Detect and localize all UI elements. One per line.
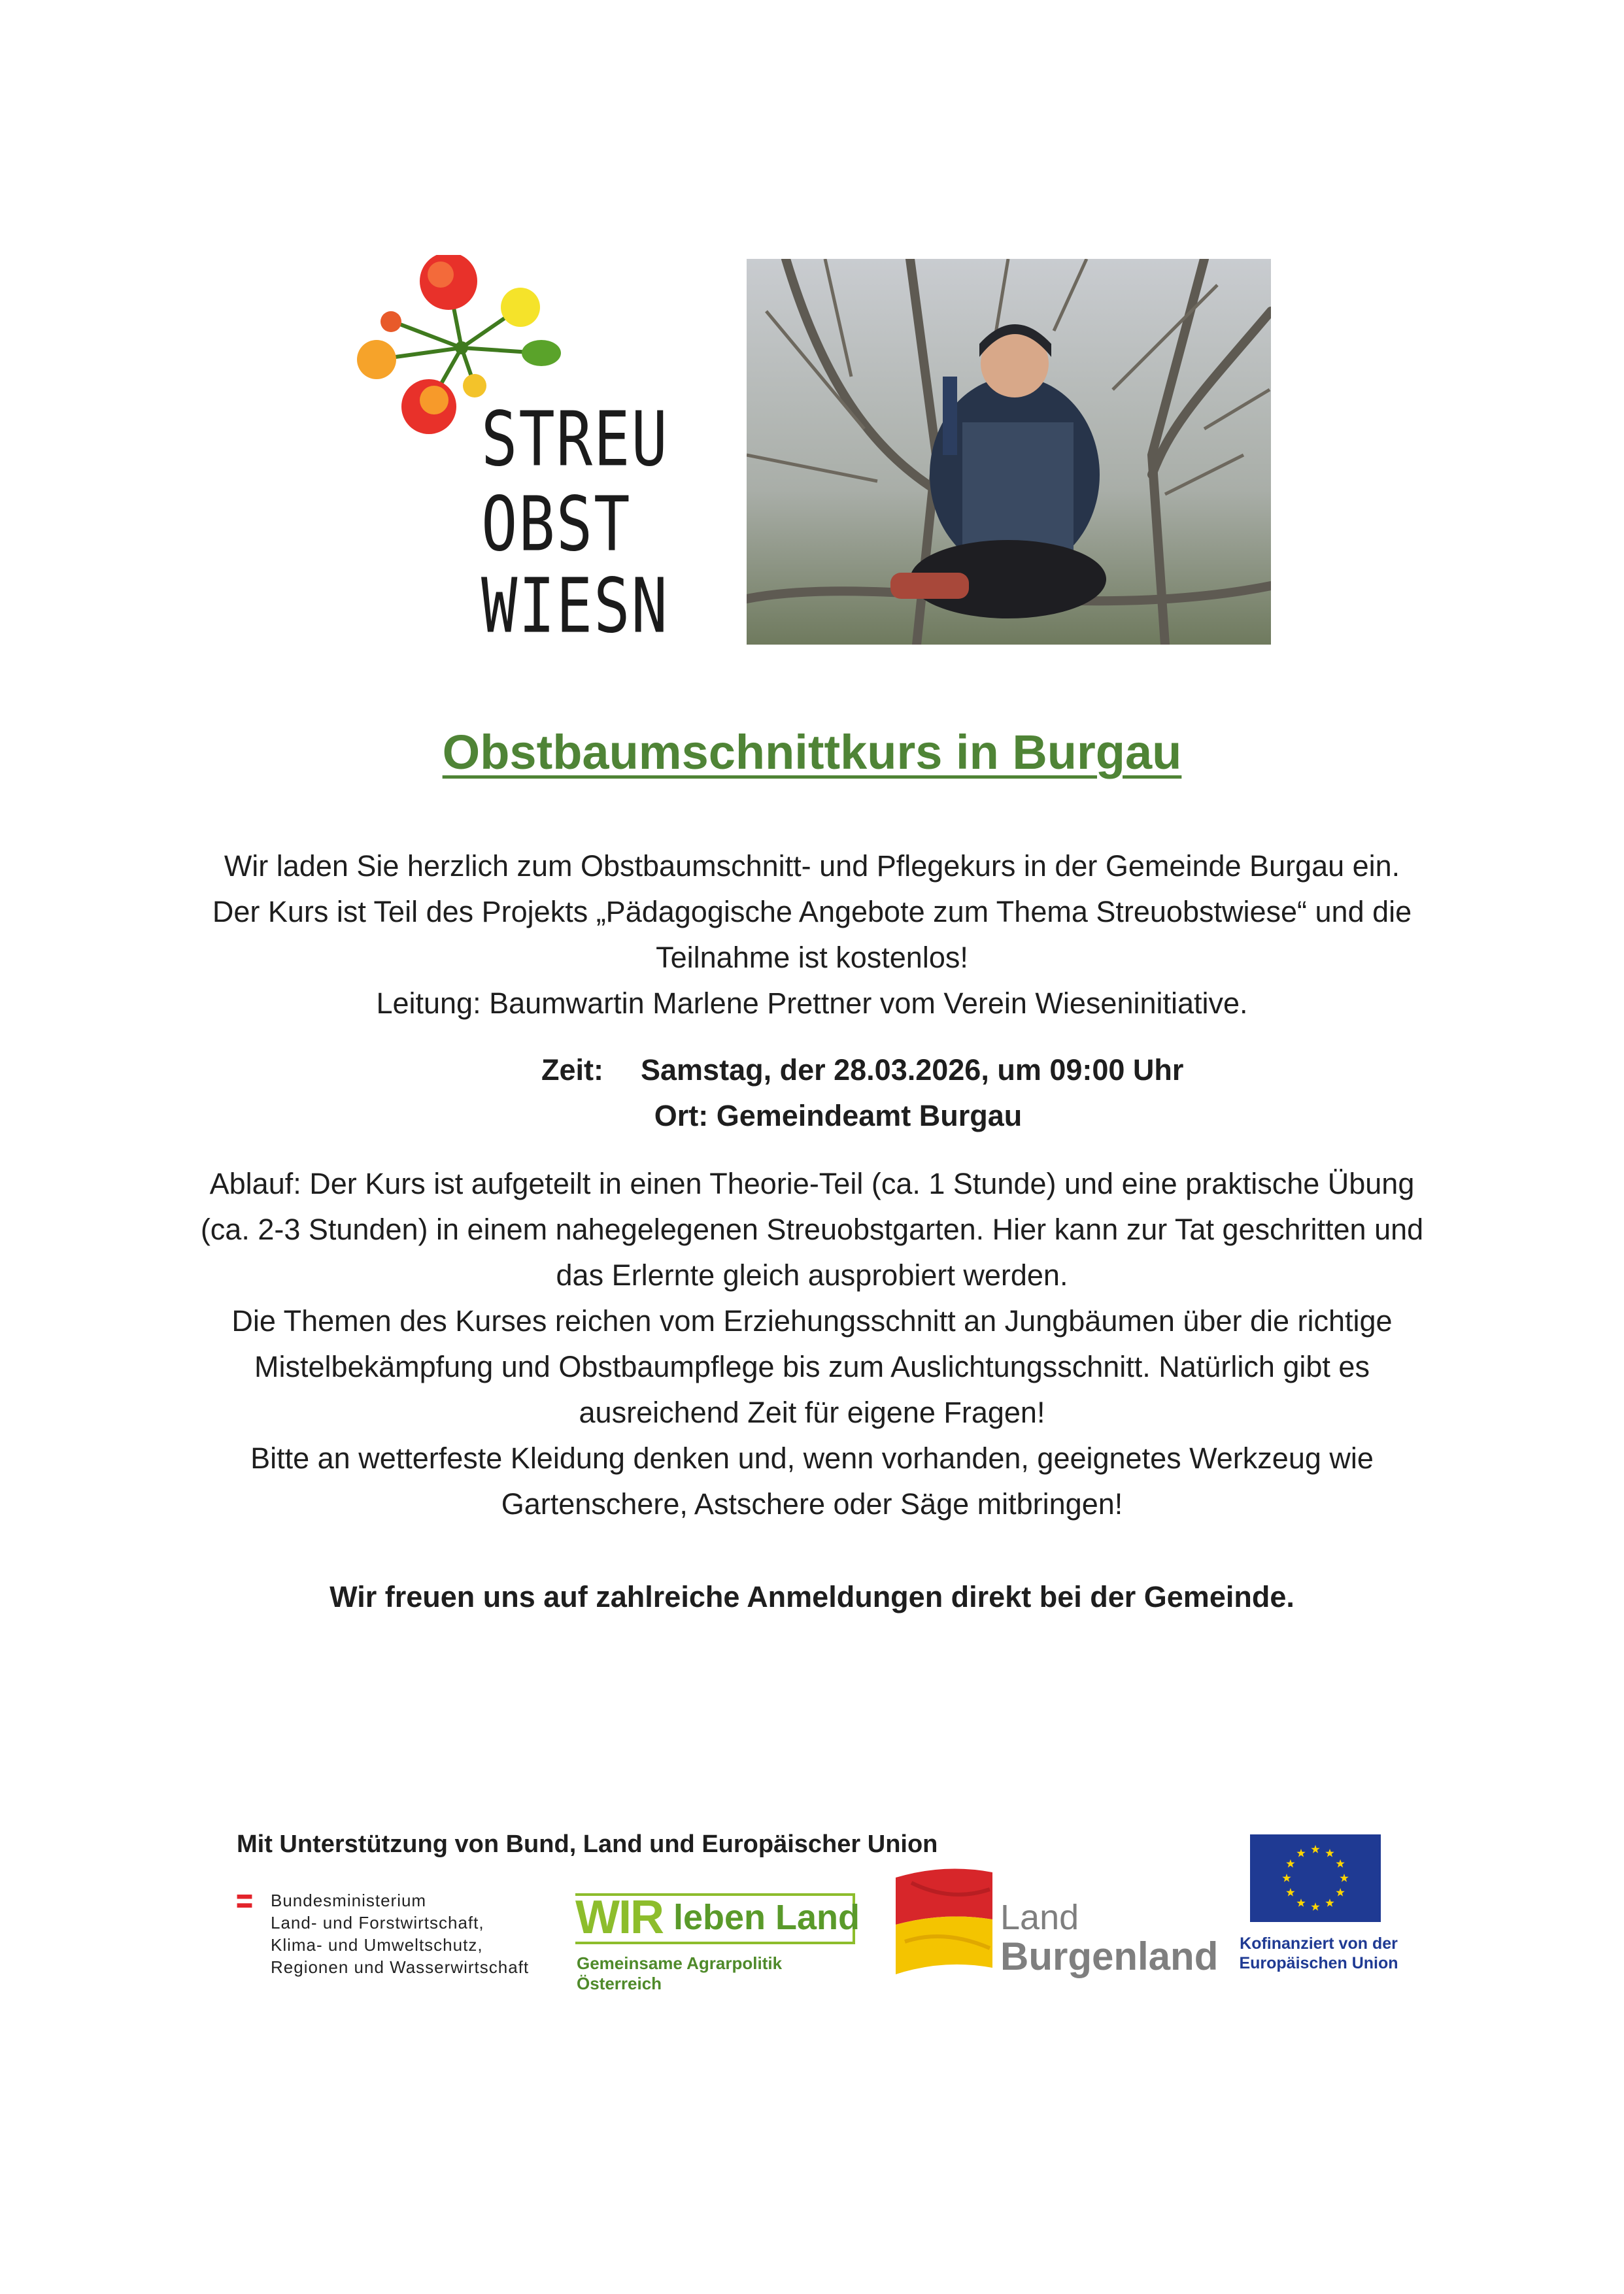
logo-word-streu: STREU — [481, 396, 669, 483]
time-label: Zeit: — [541, 1053, 603, 1087]
details-line: das Erlernte gleich ausprobiert werden. — [556, 1258, 1068, 1292]
austria-flag-icon — [237, 1895, 252, 1908]
intro-line: Leitung: Baumwartin Marlene Prettner vom Verein Wieseninitiative. — [376, 987, 1248, 1020]
time-value: Samstag, der 28.03.2026, um 09:00 Uhr — [641, 1053, 1184, 1087]
wir-logo-wir: WIR — [575, 1891, 663, 1944]
wir-logo-leben-land: leben Land — [673, 1898, 860, 1937]
streuobstwiesn-logo — [350, 255, 669, 650]
burgenland-logo — [892, 1863, 1219, 1981]
details-line: Mistelbekämpfung und Obstbaumpflege bis zum Auslichtungsschnitt. Natürlich gibt es — [254, 1350, 1370, 1383]
wir-logo-subtitle: Gemeinsame Agrarpolitik Österreich — [577, 1953, 783, 1993]
course-details — [0, 1161, 1624, 1527]
intro-line: Wir laden Sie herzlich zum Obstbaumschnitt- und Pflegekurs in der Gemeinde Burgau ein. — [224, 849, 1400, 883]
burgenland-name: Burgenland — [1000, 1934, 1219, 1978]
ministry-line: Regionen und Wasserwirtschaft — [271, 1957, 530, 1977]
event-time — [0, 1047, 1624, 1093]
ministry-line: Klima- und Umweltschutz, — [271, 1935, 483, 1955]
details-line: Die Themen des Kurses reichen vom Erziehungsschnitt an Jungbäumen über die richtige — [231, 1304, 1393, 1338]
ministry-logo — [237, 1889, 550, 1981]
wir-leben-land-logo — [575, 1889, 863, 1993]
intro-paragraph — [0, 843, 1624, 1026]
support-heading: Mit Unterstützung von Bund, Land und Europäischer Union — [237, 1830, 938, 1858]
logo-word-obst: OBST — [481, 481, 632, 568]
burgenland-flag-icon — [892, 1863, 996, 1981]
ministry-line: Land- und Forstwirtschaft, — [271, 1913, 484, 1932]
details-line: Gartenschere, Astschere oder Säge mitbringen! — [501, 1487, 1123, 1521]
closing-note: Wir freuen uns auf zahlreiche Anmeldungen direkt bei der Gemeinde. — [330, 1580, 1294, 1613]
person-in-tree-photo-icon — [747, 259, 1271, 645]
eu-flag-icon — [1250, 1834, 1381, 1922]
details-line: Bitte an wetterfeste Kleidung denken und, wenn vorhanden, geeignetes Werkzeug wie — [250, 1442, 1374, 1475]
instructor-photo — [747, 259, 1271, 645]
intro-line: Teilnahme ist kostenlos! — [656, 941, 968, 974]
details-line: Ablauf: Der Kurs ist aufgeteilt in einen Theorie-Teil (ca. 1 Stunde) und eine praktische Übung — [209, 1167, 1415, 1200]
burgenland-land: Land — [1000, 1898, 1079, 1937]
details-line: (ca. 2-3 Stunden) in einem nahegelegenen Streuobstgarten. Hier kann zur Tat geschritten und — [200, 1213, 1424, 1246]
eu-caption-line1: Kofinanziert von der — [1240, 1934, 1398, 1953]
details-line: ausreichend Zeit für eigene Fragen! — [579, 1396, 1045, 1429]
ministry-line: Bundesministerium — [271, 1891, 427, 1910]
intro-line: Der Kurs ist Teil des Projekts „Pädagogische Angebote zum Thema Streuobstwiese“ und die — [212, 895, 1412, 928]
eu-caption-line2: Europäischen Union — [1239, 1954, 1398, 1972]
event-location: Ort: Gemeindeamt Burgau — [654, 1099, 1023, 1132]
eu-cofinancing-logo — [1237, 1834, 1400, 1978]
page-title: Obstbaumschnittkurs in Burgau — [442, 725, 1182, 779]
logo-word-wiesn: WIESN — [481, 562, 669, 650]
